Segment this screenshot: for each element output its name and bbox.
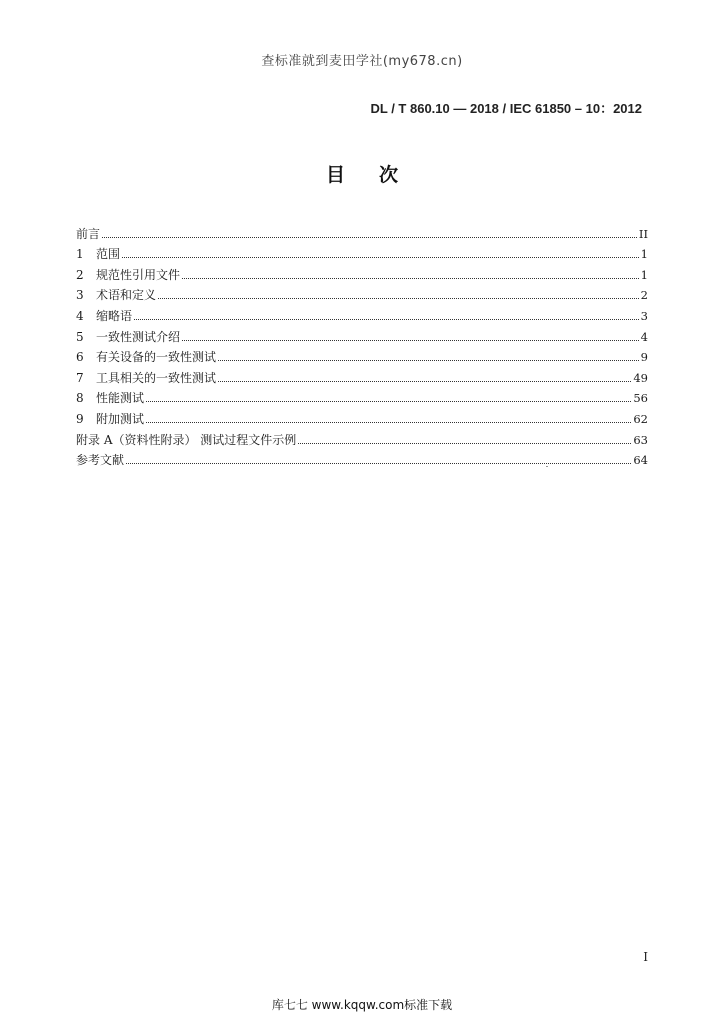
dot-leader	[298, 442, 631, 444]
toc-entry-label: 有关设备的一致性测试	[96, 350, 217, 365]
toc-entry-abbreviations[interactable]	[76, 302, 648, 323]
toc-entry-label: 前言	[76, 226, 101, 241]
toc-entry-bibliography[interactable]	[76, 447, 648, 468]
toc-entry-number: 4	[76, 308, 84, 323]
scan-speck	[546, 466, 548, 467]
toc-entry-tool-conformance[interactable]	[76, 364, 648, 385]
toc-entry-conformance-intro[interactable]	[76, 323, 648, 344]
toc-entry-label: 缩略语	[96, 308, 133, 323]
toc-entry-page: 1	[640, 247, 648, 262]
toc-entry-page: 3	[640, 308, 648, 323]
dot-leader	[146, 400, 631, 402]
toc-entry-page: 49	[633, 370, 648, 385]
dot-leader	[146, 421, 631, 423]
toc-entry-number: 2	[76, 267, 84, 282]
toc-entry-page: 63	[633, 432, 648, 447]
toc-entry-normative-references[interactable]	[76, 261, 648, 282]
toc-entry-page: 56	[633, 391, 648, 406]
toc-entry-scope[interactable]	[76, 241, 648, 262]
toc-entry-number: 1	[76, 247, 84, 262]
toc-entry-number: 9	[76, 411, 84, 426]
dot-leader	[126, 462, 631, 464]
toc-entry-number: 5	[76, 329, 84, 344]
dot-leader	[182, 277, 639, 279]
dot-leader	[182, 339, 639, 341]
toc-entry-label: 一致性测试介绍	[96, 329, 181, 344]
toc-entry-number: 3	[76, 288, 84, 303]
table-of-contents	[76, 220, 648, 467]
toc-entry-page: 9	[640, 350, 648, 365]
page-number: I	[643, 950, 648, 964]
toc-entry-device-conformance[interactable]	[76, 344, 648, 365]
toc-entry-foreword[interactable]	[76, 220, 648, 241]
toc-entry-additional-tests[interactable]	[76, 405, 648, 426]
toc-entry-label: 参考文献	[76, 453, 125, 468]
toc-entry-page: 1	[640, 267, 648, 282]
top-watermark: 查标准就到麦田学社(my678.cn)	[261, 54, 463, 69]
toc-entry-annex-a[interactable]	[76, 426, 648, 447]
toc-entry-label: 术语和定义	[96, 288, 157, 303]
toc-entry-terms-definitions[interactable]	[76, 282, 648, 303]
toc-entry-label: 工具相关的一致性测试	[96, 370, 217, 385]
toc-entry-number: 8	[76, 391, 84, 406]
dot-leader	[122, 256, 639, 258]
toc-title: 目次	[325, 164, 432, 186]
toc-entry-label: 范围	[96, 247, 121, 262]
toc-entry-performance-tests[interactable]	[76, 385, 648, 406]
toc-entry-page: II	[638, 226, 648, 241]
dot-leader	[158, 297, 639, 299]
toc-entry-page: 64	[633, 453, 648, 468]
dot-leader	[134, 318, 639, 320]
toc-entry-number: 6	[76, 350, 84, 365]
toc-entry-label: 性能测试	[96, 391, 145, 406]
toc-entry-page: 62	[633, 411, 648, 426]
dot-leader	[102, 236, 637, 238]
toc-entry-label: 规范性引用文件	[96, 267, 181, 282]
toc-entry-number: 7	[76, 370, 84, 385]
toc-entry-label: 附加测试	[96, 411, 145, 426]
dot-leader	[218, 359, 639, 361]
dot-leader	[218, 380, 631, 382]
toc-entry-label: 附录 A（资料性附录） 测试过程文件示例	[76, 432, 297, 447]
toc-entry-page: 4	[640, 329, 648, 344]
toc-entry-page: 2	[640, 288, 648, 303]
document-code: DL / T 860.10 — 2018 / IEC 61850 – 10：2012	[370, 101, 642, 116]
bottom-watermark: 库七七 www.kqqw.com标准下载	[271, 998, 453, 1012]
